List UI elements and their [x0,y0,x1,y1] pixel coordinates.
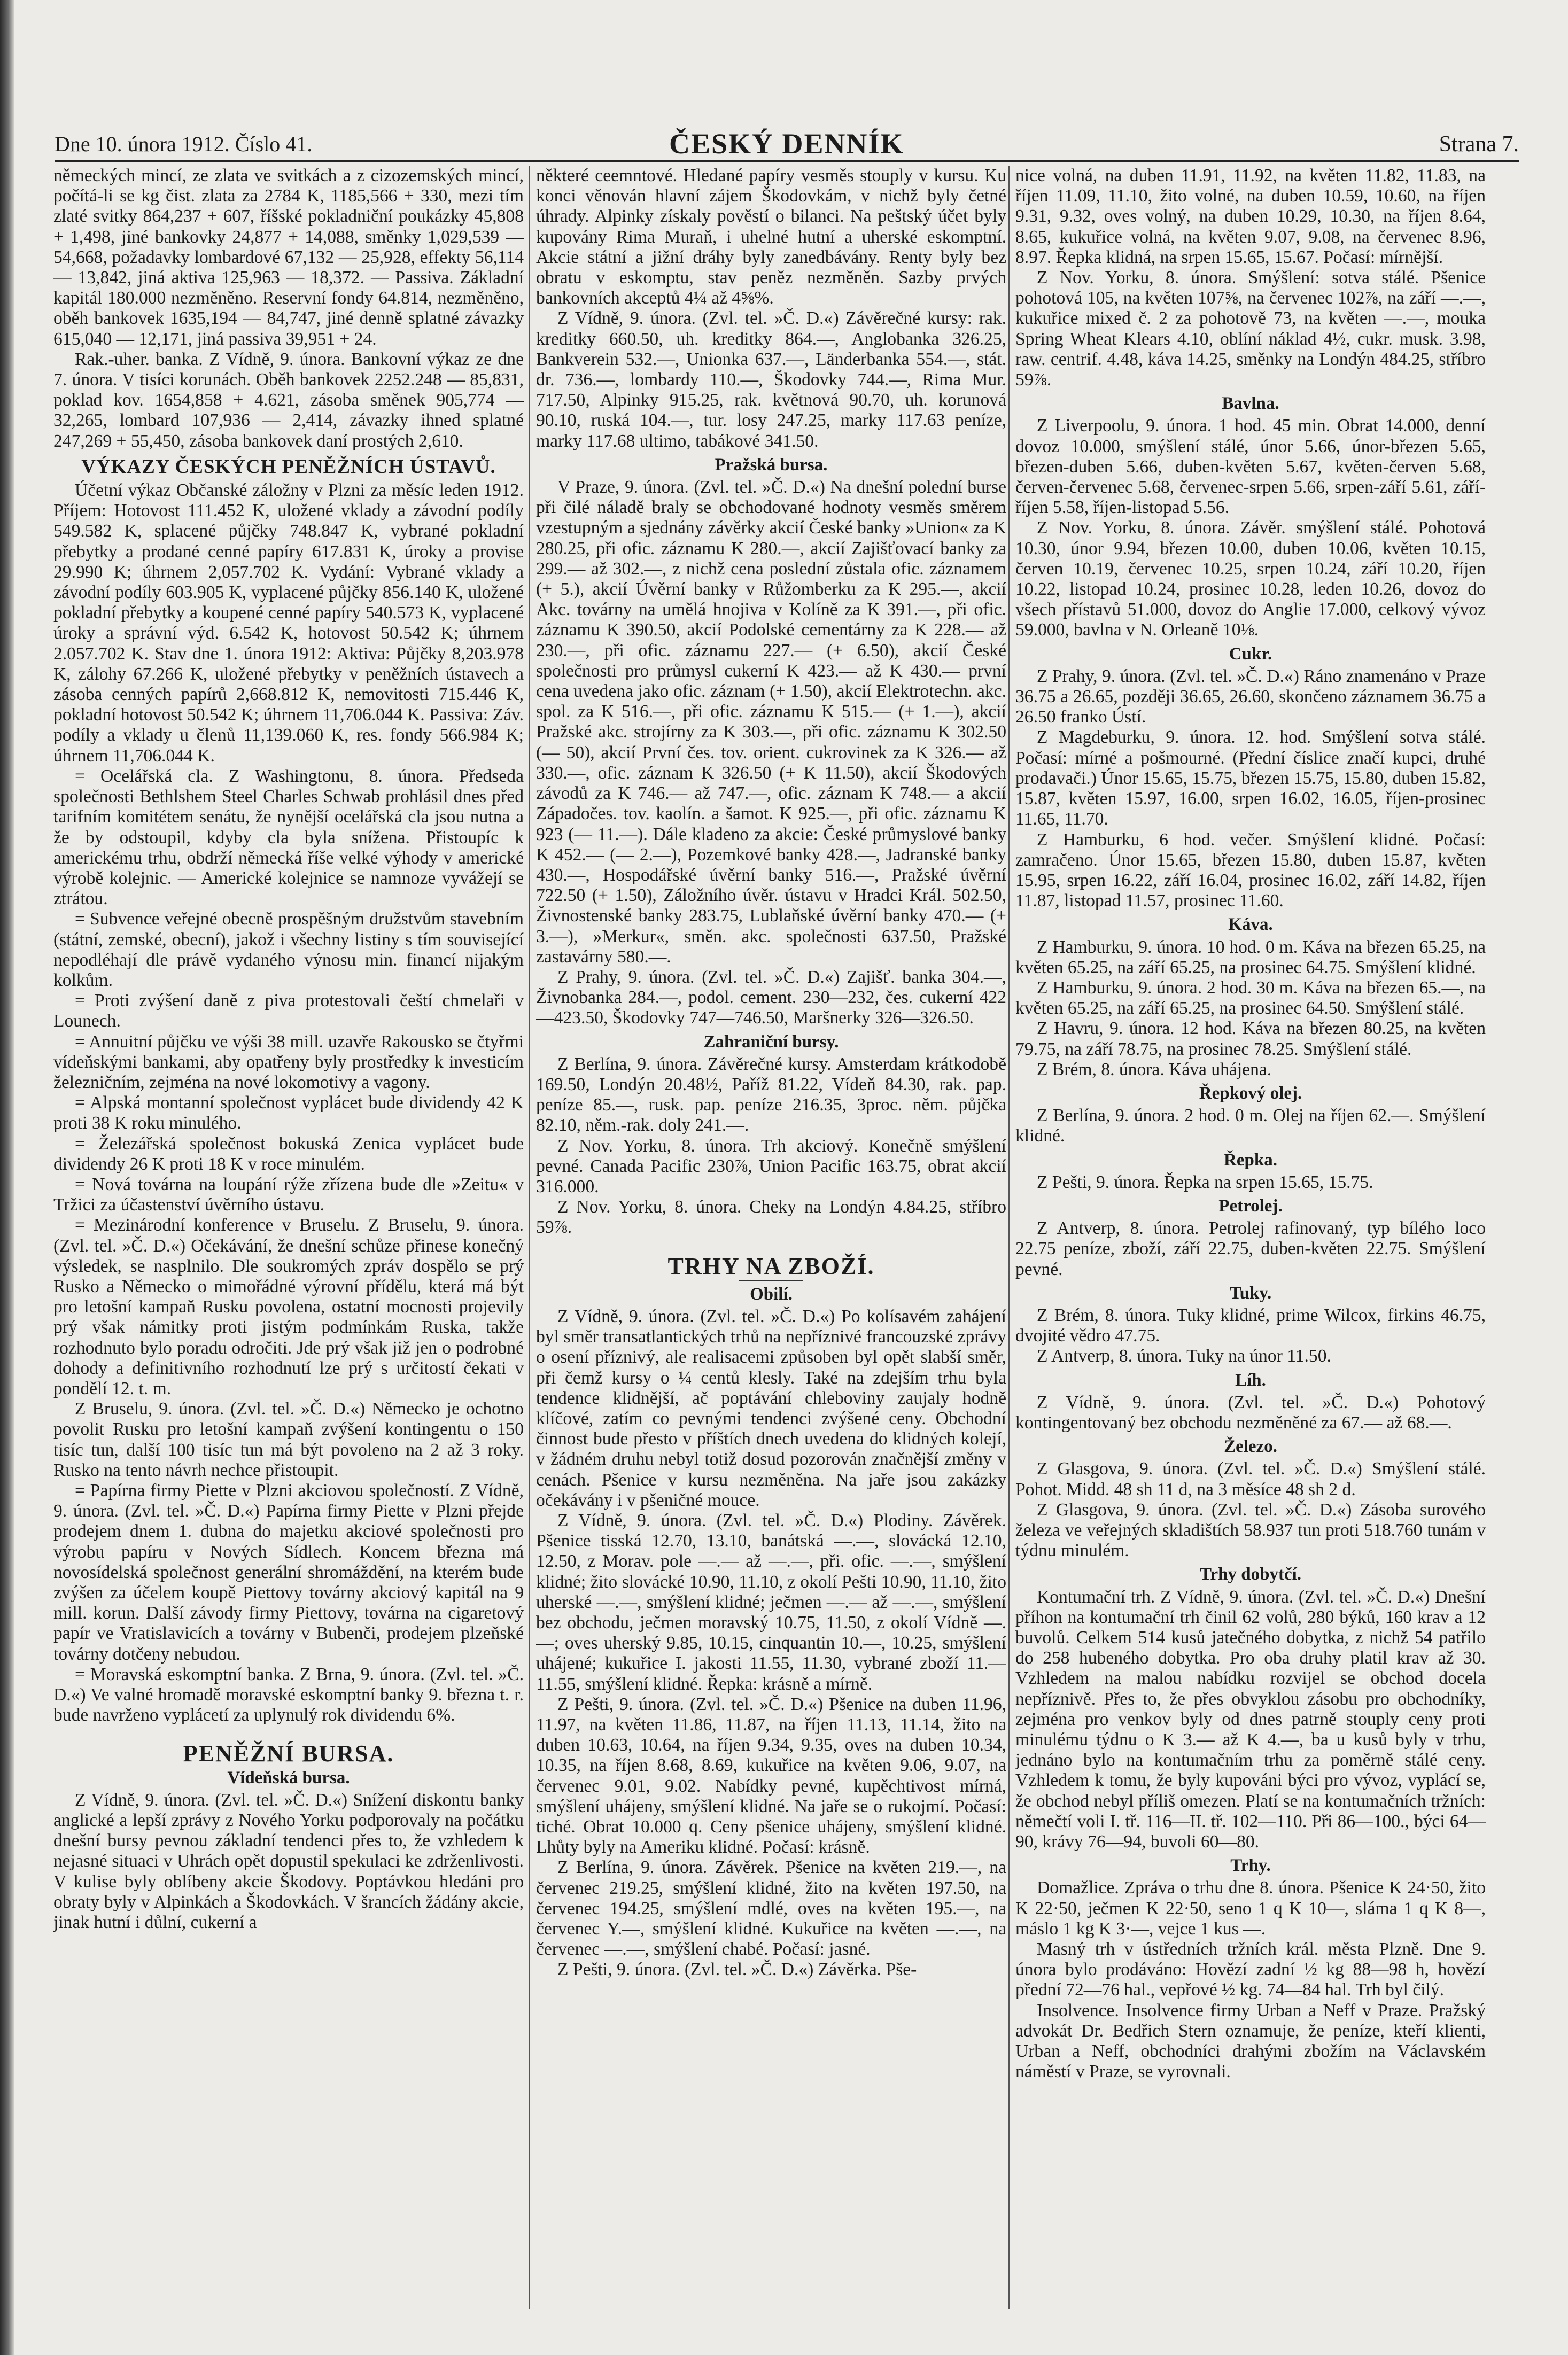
article-cukr-magdeburk: Z Magdeburku, 9. února. 12. hod. Smýšlení sotva stálé. Počasí: mírné a pošmourné. (Přední číslice značí kupci, druhé prodavači.) Únor 15.65, 15.75, březen 15.75, 15.80, duben 15.82, 15.87, květen 15.97, 16.00, srpen 16.02, 16.05, říjen-prosinec 11.65, 11.70. [1015,727,1486,829]
article-obili-pesti: Z Pešti, 9. února. (Zvl. tel. »Č. D.«) Pšenice na duben 11.96, 11.97, na květen 11.86, 11.87, na říjen 11.13, 11.14, žito na duben 10.63, 10.64, na říjen 9.34, 9.35, oves na duben 10.34, 10.35, na říjen 8.68, 8.69, kukuřice na květen 9.06, 9.07, na červenec 9.01, 9.02. Nabídky pevné, kupěchtivost mírná, smýšlení uhájeny, smýšlení klidné. Na jaře se o rukojmí. Počasí: tiché. Obrat 10.000 q. Ceny pšenice uhájeny, smýšlení klidné. Lhůty byly na Ameriku klidné. Počasí: krásně. [536,1694,1006,1857]
article-bavlna-nov-york: Z Nov. Yorku, 8. února. Závěr. smýšlení stálé. Pohotová 10.30, únor 9.94, březen 10.00, duben 10.06, květen 10.15, červen 10.19, červenec 10.25, srpen 10.24, září 10.20, říjen 10.22, listopad 10.24, prosinec 10.28, leden 10.26, dovoz do všech přístavů 51.000, dovoz do Anglie 17.000, celkový vývoz 59.000, bavlna v N. Orleaně 10⅛. [1015,518,1486,640]
article-z-nov-yorku-akcie: Z Nov. Yorku, 8. února. Trh akciový. Konečně smýšlení pevné. Canada Pacific 230⅞, Union Pacific 163.75, obrat akcií 316.000. [536,1136,1006,1196]
article-z-liverpoolu: Z Liverpoolu, 9. února. 1 hod. 45 min. Obrat 14.000, denní dovoz 10.000, smýšlení stálé, únor 5.66, únor-březen 5.65, březen-duben 5.66, duben-květen 5.67, květen-červen 5.68, červen-červenec 5.68, červenec-srpen 5.66, srpen-září 5.61, září-říjen 5.58, říjen-listopad 5.56. [1015,416,1486,518]
article-z-prahy-kursy: Z Prahy, 9. února. (Zvl. tel. »Č. D.«) Zajišť. banka 304.—, Živnobanka 284.—, podol. cement. 230—232, čes. cukerní 422—423.50, Škodovky 747—746.50, Maršnerky 326—326.50. [536,967,1006,1028]
article-videnska-bursa-cont: některé ceemntové. Hledané papíry vesměs stouply v kursu. Ku konci věnován hlavní zájem Škodovkám, v nichž byly četné úhrady. Alpinky získaly pověstí o bilanci. Na peštský účet byly kupovány Rima Muraň, i uhelné hutní a uherské eskomptní. Akcie státní a jižní dráhy byly zanedbávány. Renty byly bez obratu v eskomptu, stav peněz nezměněn. Sazby prvých bankovních akceptů 4¼ až 4⅝%. [536,166,1006,308]
article-rakuher-banka: Rak.-uher. banka. Z Vídně, 9. února. Bankovní výkaz ze dne 7. února. V tisíci korunách. Oběh bankovek 2252.248 — 85,831, poklad kov. 1654,858 + 4.621, zásoba směnek 905,774 — 32,265, lombard 107,936 — 2,414, závazky ihned splatné 247,269 + 55,450, zásoba bankovek daní prostých 2,610. [53,349,524,451]
article-kava-hamburk-2: Z Hamburku, 9. února. 2 hod. 30 m. Káva na březen 65.—, na květen 65.25, na září 65.25, na prosinec 64.50. Smýšlení stálé. [1015,977,1486,1019]
article-masny-trh-plzen: Masný trh v ústředních tržních král. města Plzně. Dne 9. února bylo prodáváno: Hovězí zadní ½ kg 88—98 h, hovězí přední 72—76 hal., vepřové ½ kg. 74—84 hal. Trh byl čilý. [1015,1939,1486,2000]
subhead-obili: Obilí. [750,1284,793,1304]
article-subvence: = Subvence veřejné obecně prospěšným družstvům stavebním (státní, zemské, obecní), jakož i všechny listiny s tím související nepodléhají dle právě vydaného výnosu min. financí nijakým kolkům. [53,909,524,990]
subhead-cukr: Cukr. [1229,644,1272,664]
article-kava-havr: Z Havru, 9. února. 12 hod. Káva na březen 80.25, na květen 79.75, na září 78.75, na prosinec 78.25. Smýšlení stálé. [1015,1019,1486,1059]
article-annuitni-pujcka: = Annuitní půjčku ve výši 38 mill. uzavře Rakousko se čtyřmi vídeňskými bankami, aby opatřeny byly prostředky k investicím železničním, zejména na nové lokomotivy a vagony. [53,1031,524,1092]
article-cukr-praha: Z Prahy, 9. února. (Zvl. tel. »Č. D.«) Ráno znamenáno v Praze 36.75 a 26.65, později 36.65, 26.60, skončeno záznamem 36.75 a 26.50 franko Ústí. [1015,666,1486,727]
article-dane-z-piva: = Proti zvýšení daně z piva protestovali čeští chmelaři v Lounech. [53,991,524,1031]
article-insolvence: Insolvence. Insolvence firmy Urban a Neff v Praze. Pražský advokát Dr. Bedřich Stern oznamuje, že peníze, kteří klienti, Urban a Neff, obchodníci drahými zbožím na Václavském náměstí v Praze, se vyrovnali. [1015,2000,1486,2082]
page-header [55,127,1519,165]
article-olej-berlin: Z Berlína, 9. února. 2 hod. 0 m. Olej na říjen 62.—. Smýšlení klidné. [1015,1106,1486,1146]
subhead-trhy-dobytci: Trhy dobytčí. [1199,1565,1302,1584]
subhead-bavlna: Bavlna. [1222,394,1279,414]
article-zelezarska-spolecnost: = Železářská společnost bokuská Zenica vyplácet bude dividendy 26 K proti 18 K v roce minulém. [53,1133,524,1174]
subhead-petrolej: Petrolej. [1218,1196,1283,1216]
article-alpska-montanni: = Alpská montanní společnost vyplácet bude dividendy 42 K proti 38 K roku minulého. [53,1093,524,1133]
article-obili-pesti-zaverka: Z Pešti, 9. února. (Zvl. tel. »Č. D.«) Závěrka. Pše- [557,1960,917,1980]
subhead-kava: Káva. [1228,915,1273,935]
subhead-trhy: Trhy. [1230,1856,1271,1876]
page-number: Strana 7. [1439,132,1519,157]
section-title-penezni-bursa: PENĚŽNÍ BURSA. [183,1740,394,1767]
subhead-lih: Líh. [1235,1370,1266,1390]
article-cukr-hamburk: Z Hamburku, 6 hod. večer. Smýšlení klidné. Počasí: zamračeno. Únor 15.65, březen 15.80, duben 15.87, květen 15.95, srpen 16.22, září 16.04, prosinec 16.02, září 14.82, říjen 11.87, listopad 11.57, prosinec 11.60. [1015,829,1486,911]
article-viden-zaverecne-kursy: Z Vídně, 9. února. (Zvl. tel. »Č. D.«) Závěrečné kursy: rak. kreditky 660.50, uh. kreditky 864.—, Anglobanka 326.25, Bankverein 532.—, Unionka 637.—, Länderbanka 554.—, stát. dr. 736.—, lombardy 110.—, Škodovky 744.—, Rima Mur. 717.50, Alpinky 915.25, rak. květnová 90.70, uh. korunová 90.10, ruská 104.—, tur. losy 247.25, marky 117.63 peníze, marky 117.68 ultimo, tabákové 341.50. [536,308,1006,451]
section-title-trhy-na-zbozi: TRHY NA ZBOŽÍ. [667,1253,875,1279]
issue-date: Dne 10. února 1912. Číslo 41. [55,132,313,156]
newspaper-title: ČESKÝ DENNÍK [669,128,904,160]
subhead-videnska-bursa: Vídeňská bursa. [227,1768,350,1787]
article-obili-viden: Z Vídně, 9. února. (Zvl. tel. »Č. D.«) Po kolísavém zahájení byl směr transatlantických trhů na nepříznivé francouzské zprávy o osení příznivý, ale realisacemi způsoben byl opět slabší směr, při čemž kursy o ¼ centů klesly. Také na zdejším trhu byla tendence klidnější, ač poptávání chlebovinу zaujaly hodně klíčové, zatím co pevnými tendenci zvýšené ceny. Obchodní činnost bude přesto v příštích dnech uvedena do klidných kolejí, v žádném druhu nebyl totiž dosud pozorován značnější změny v cenách. Pšenice v kursu nezměněna. Na jaře jsou zakázky očekávány i v pšeničné mouce. [536,1306,1006,1510]
article-mezinarodni-konference: = Mezinárodní konference v Bruselu. Z Bruselu, 9. února. (Zvl. tel. »Č. D.«) Očekávání, že dnešní schůze přinese konečný výsledek, se nasplnilo. Dle soukromých zpráv dospělo se prý Rusko a Německo o mimořádné výrovní přídělu, která má být pro letošní kampaň Rusku povolena, ostatní mocnosti projevily prý však námitky proti jistým podmínkám Ruska, takže rozhodnuto bylo poradu odročiti. Jde prý však již jen o podrobné dohody a definitivního rozhodnutí lze prý s určitostí čekati v pondělí 12. t. m. [53,1215,524,1398]
subhead-zelezo: Železo. [1224,1437,1277,1457]
article-z-berlina-kursy: Z Berlína, 9. února. Závěrečné kursy. Amsterdam krátkodobě 169.50, Londýn 20.48½, Paříž 81.22, Vídeň 84.30, rak. pap. peníze 85.—, rusk. pap. peníze 216.35, 3proc. něm. půjčka 82.10, něm.-rak. doly 241.—. [536,1054,1006,1136]
subhead-repka: Řepka. [1224,1150,1277,1170]
article-lih-viden: Z Vídně, 9. února. (Zvl. tel. »Č. D.«) Pohotový kontingentovaný bez obchodu nezměněné za 67.— až 68.—. [1015,1392,1486,1433]
column-rule-2 [1008,166,1010,2309]
article-kava-brem: Z Brém, 8. února. Káva uhájena. [1037,1059,1272,1079]
section-underline [739,1280,803,1281]
article-petrolej-antverpy: Z Antverp, 8. února. Petrolej rafinovaný, typ bílého loco 22.75 peníze, zboží, září 22.75, duben-květen 22.75. Smýšlení pevné. [1015,1218,1486,1279]
column-rule-1 [529,166,530,2309]
column-3 [1015,166,1486,2325]
article-tuky-antverpy: Z Antverp, 8. února. Tuky na únor 11.50. [1037,1346,1331,1366]
article-repka-pest: Z Pešti, 9. února. Řepka na srpen 15.65, 15.75. [1037,1172,1373,1192]
article-obili-viden-plodiny: Z Vídně, 9. února. (Zvl. tel. »Č. D.«) Plodiny. Závěrek. Pšenice tisská 12.70, 13.10, banátská —.—, slovácká 12.10, 12.50, z Morav. pole —.— až —.—, při. ofic. —.—, smýšlení klidné; žito slovácké 10.90, 11.10, z okolí Pešti 10.90, 11.10, žito uherské —.—, smýšlení klidné; ječmen —.— až —.—, smýšlení bez obchodu, ječmen moravský 10.75, 11.50, z okolí Vídně —.—; oves uherský 9.85, 10.15, cinquantin 10.—, 10.25, smýšlení uhájené; kukuřice I. jakosti 11.55, 11.30, vybrané zboží 11.— 11.55, smýšlení klidné. Řepka: krásně a mírně. [536,1511,1006,1694]
article-z-nov-yorku-cheky: Z Nov. Yorku, 8. února. Cheky na Londýn 4.84.25, stříbro 59⅞. [536,1197,1006,1238]
subhead-tuky: Tuky. [1229,1283,1272,1303]
article-z-nov-yorku-psenice: Z Nov. Yorku, 8. února. Smýšlení: sotva stálé. Pšenice pohotová 105, na květen 107⅝, na červenec 102⅞, na září —.—, kukuřice mixed č. 2 za pohotově 73, na květen —.—, mouka Spring Wheat Klears 4.10, oblíní náklad 4½, cukr. musk. 3.98, raw. centrif. 4.48, káva 14.25, směnky na Londýn 484.25, stříbro 59⅞. [1015,268,1486,390]
article-zelezo-glasgow-1: Z Glasgova, 9. února. (Zvl. tel. »Č. D.«) Smýšlení stálé. Pohot. Midd. 48 sh 11 d, na 3 měsíce 48 sh 2 d. [1015,1459,1486,1499]
section-title-vykazy: VÝKAZY ČESKÝCH PENĚŽNÍCH ÚSTAVŮ. [81,455,496,478]
article-obcanska-zalozna: Účetní výkaz Občanské záložny v Plzni za měsíc leden 1912. Příjem: Hotovost 111.452 K, uložené vklady a závodní podíly 549.582 K, splacené půjčky 748.847 K, vybrané pokladní přebytky a prodané cenné papíry 617.831 K, úroky a provise 29.990 K; úhrnem 2,057.702 K. Vydání: Vybrané vklady a závodní podíly 603.905 K, vyplacené půjčky 856.140 K, uložené pokladní přebytky a koupené cenné papíry 540.573 K, vyplacené úroky a správní výd. 6.542 K, hotovost 50.542 K; úhrnem 2.057.702 K. Stav dne 1. února 1912: Aktiva: Půjčky 8,203.978 K, zálohy 67.266 K, uložené přebytky v peněžních ústavech a zásoba cenných papírů 2,668.812 K, nemovitosti 715.446 K, pokladní hotovost 50.542 K; úhrnem 11,706.044 K. Passiva: Záv. podíly a vklady u členů 11,139.060 K, res. fondy 566.984 K; úhrnem 11,706.044 K. [53,480,524,766]
article-moravska-eskomptni: = Moravská eskomptní banka. Z Brna, 9. února. (Zvl. tel. »Č. D.«) Ve valné hromadě moravské eskomptní banky 9. března t. r. bude navrženo vyplácetí za uplynulý rok dividendu 6%. [53,1664,524,1726]
article-pesti-zaverka-cont: nice volná, na duben 11.91, 11.92, na květen 11.82, 11.83, na říjen 11.09, 11.10, žito volné, na duben 10.59, 10.60, na říjen 9.31, 9.32, oves volný, na duben 10.29, 10.30, na říjen 8.64, 8.65, kukuřice volná, na květen 9.07, 9.08, na červenec 8.96, 8.97. Řepka klidná, na srpen 15.65, 15.67. Počasí: mírnější. [1015,166,1486,267]
article-domazlice: Domažlice. Zpráva o trhu dne 8. února. Pšenice K 24·50, žito K 22·50, ječmen K 22·50, seno 1 q K 10—, sláma 1 q K 8—, máslo 1 kg K 3·—, vejce 1 kus —. [1015,1878,1486,1939]
article-nova-tovarna: = Nová továrna na loupání rýže zřízena bude dle »Zeitu« v Tržici za účastenství úvěrního ústavu. [53,1174,524,1215]
article-reichsbank-cont: německých mincí, ze zlata ve svitkách a z cizozemských mincí, počítá-li se kg čist. zlata za 2784 K, 1185,566 + 330, mezi tím zlaté svitky 864,237 + 607, říšské pokladniční poukázky 45,808 + 1,498, jiné bankovky 24,877 + 14,088, směnky 1,029,539 — 54,668, požadavky lombardové 67,132 — 25,928, effekty 56,114 — 13,842, jiná aktiva 125,963 — 18,372. — Passiva. Základní kapitál 180.000 nezměněno. Reservní fondy 64.814, nezměněno, oběh bankovek 1635,194 — 84,747, jiné denně splatné závazky 615,040 — 12,171, jiná passiva 39,951 + 24. [53,166,524,349]
subhead-prazska-bursa: Pražská bursa. [715,455,828,475]
article-papirna-piette: = Papírna firmy Piette v Plzni akciovou společností. Z Vídně, 9. února. (Zvl. tel. »Č. D.«) Papírna firmy Piette v Plzni přejde prodejem dnem 1. dubna do majetku akciové společnosti pro výrobu papíru v Nových Sídlech. Koncem března má novosídelská společnost generální shromáždění, na kterém bude zvýšen za účelem koupě Piettovy továrny akciový kapitál na 9 mill. korun. Další závody firmy Piettovy, továrna na cigaretový papír ve Vratislavicích a továrny v Bubenči, prodejem plzeňské továrny dotčeny nebudou. [53,1481,524,1664]
article-v-praze: V Praze, 9. února. (Zvl. tel. »Č. D.«) Na dnešní polední burse při čilé náladě braly se obchodované hodnoty vesměs směrem vzestupným a sjednány závěrky akcií České banky »Union« za K 280.25, při ofic. záznamu K 280.—, akcií Zajišťovací banky za 299.— až 302.—, z nichž cena poslední zůstala ofic. záznamem (+ 5.), akcií Úvěrní banky v Růžomberku za K 295.—, akcií Akc. továrny na umělá hnojiva v Kolíně za K 391.—, při ofic. záznamu K 390.50, akcií Podolské cementárny za K 228.— až 230.—, při ofic. záznamu 227.— (+ 6.50), akcií České společnosti pro průmysl cukerní K 423.— až K 430.— první cena uvedena jako ofic. záznam (+ 1.50), akcií Elektrotechn. akc. spol. za K 516.—, při ofic. záznamu K 515.— (+ 1.—), akcií Pražské akc. strojírny za K 303.—, při ofic. záznamu K 302.50 (— 50), akcií První čes. tov. orient. cukrovinek za K 326.— až 330.—, ofic. záznam K 326.50 (+ K 11.50), akcií Škodových závodů za K 746.— až 747.—, ofic. záznam K 748.— a akcií Západočes. tov. kaolín. a šamot. K 925.—, při ofic. záznamu K 923 (— 11.—). Dále kladeno za akcie: České průmyslové banky K 452.— (— 2.—), Pozemkové banky 428.—, Jadranské banky 430.—, Hospodářské úvěrní banky 516.—, Pražské úvěrní 722.50 (+ 1.50), Záložního úvěr. ústavu v Hradci Král. 502.50, Živnostenské banky 283.75, Lublaňské úvěrní banky 470.— (+ 3.—), »Merkur«, směn. akc. společnosti 637.50, Pražské zastavárny 580.—. [536,477,1006,967]
article-zelezo-glasgow-2: Z Glasgova, 9. února. (Zvl. tel. »Č. D.«) Zásoba surového železa ve veřejných skladištích 58.937 tun proti 518.760 tunám v týdnu minulém. [1015,1499,1486,1561]
subhead-repkovy-olej: Řepkový olej. [1199,1083,1302,1103]
column-1 [53,166,524,2325]
article-obili-berlin: Z Berlína, 9. února. Závěrek. Pšenice na květen 219.—, na červenec 219.25, smýšlení klidné, žito na květen 197.50, na červenec 194.25, smýšlení mdlé, oves na květen 195.—, na červenec Y.—, smýšlení klidné. Kukuřice na květen —.—, na červenec —.—, smýšlení chabé. Počasí: jasné. [536,1857,1006,1960]
subhead-zahranicni-bursy: Zahraniční bursy. [703,1032,839,1052]
column-2 [536,166,1006,2325]
article-tuky-brem: Z Brém, 8. února. Tuky klidné, prime Wilcox, firkins 46.75, dvojité vědro 47.75. [1015,1305,1486,1346]
header-rule [55,160,1519,162]
article-ocelarska-cla: = Ocelářská cla. Z Washingtonu, 8. února. Předseda společnosti Bethlshem Steel Charles Schwab prohlásil dnes před tarifním komitétem senátu, že nynější ocelářská cla jsou nutna a že by odstoupil, kdyby cla byla snížena. Přistoupíc k americkému trhu, obdrží německá říše velké výhody v americké výrobě kolejnic. — Americké kolejnice se namnoze vyvážejí se ztrátou. [53,766,524,909]
page-spine-shadow [0,0,14,2355]
article-z-bruselu: Z Bruselu, 9. února. (Zvl. tel. »Č. D.«) Německo je ochotno povolit Rusku pro letošní kampaň zvýšení kontingentu o 150 tisíc tun, další 100 tisíc tun má být povoleno na 2 až 3 roky. Rusko na tento návrh nechce přistoupit. [53,1399,524,1480]
article-videnska-bursa: Z Vídně, 9. února. (Zvl. tel. »Č. D.«) Snížení diskontu banky anglické a lepší zprávy z Nového Yorku podporovaly na počátku dnešní bursy pevnou základní tendenci přes to, že vzhledem k nejasné situaci v Uhrách opět dopustil spekulaci ke zdrženlivosti. V kulise byly oblíbeny akcie Škodovy. Poptávkou hledáni pro obraty byly v Alpinkách a Škodovkách. V šrancích žádány akcie, jinak hutní i důlní, cukerní a [53,1790,524,1933]
article-kontumacni-trh: Kontumační trh. Z Vídně, 9. února. (Zvl. tel. »Č. D.«) Dnešní příhon na kontumační trh činil 62 volů, 280 býků, 160 krav a 12 buvolů. Celkem 514 kusů jatečného dobytka, z nichž 54 patřilo do 258 hubeného dobytka. Pro oba druhy platil krav až 30. Vzhledem na malou nabídku rozvijel se obchod docela nepříznivě. Přes to, že přes obvyklou zásobu pro obchodníky, zejména pro venkov byly od dnes patrně stouply ceny proti minulému týdnu o K 3.— až K 4.—, ba u kusů byly v trhu, jednáno bylo na kontumačním trhu za poměrně stálé ceny. Vzhledem k tomu, že byly kupováni býci pro vývoz, vyplácí se, že obchod nebyl příliš omezen. Platí se na kontumačních tržních: němečtí voli I. tř. 116—II. tř. 102—110. Při 86—100., býci 64—90, krávy 76—94, buvoli 60—80. [1015,1587,1486,1852]
article-kava-hamburk-1: Z Hamburku, 9. února. 10 hod. 0 m. Káva na březen 65.25, na květen 65.25, na září 65.25, na prosinec 64.75. Smýšlení klidné. [1015,937,1486,977]
